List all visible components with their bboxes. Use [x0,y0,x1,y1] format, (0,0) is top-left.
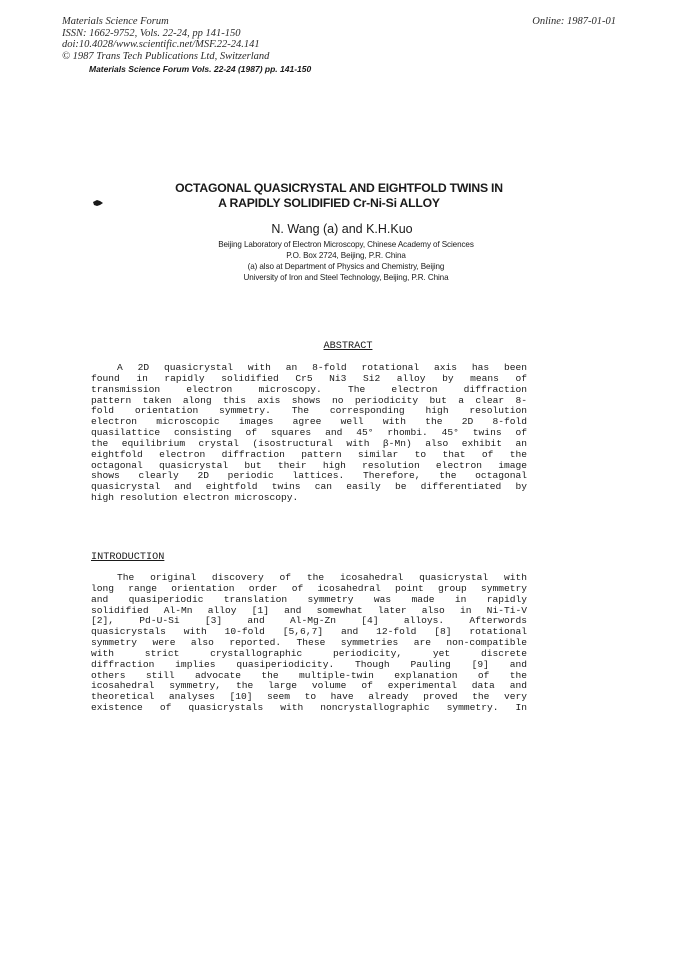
text-line: and quasiperiodic translation symmetry was made in rapidly [91,593,527,605]
text-line: quasicrystals with 10-fold [5,6,7] and 12-fold [8] rotational [91,626,527,638]
introduction-heading: INTRODUCTION [91,552,165,563]
text-line: found in rapidly solidified Cr5 Ni3 Si2 alloy by means of [91,372,527,384]
text-line: pattern taken along this axis shows no periodicity but a clear 8- [91,394,527,406]
text-line: long range orientation order of icosahedral point group symmetry [91,582,527,594]
abstract-body [91,363,527,504]
journal-name: Materials Science Forum [62,16,169,27]
text-line: quasicrystal and eightfold twins can easily be differentiated by [91,481,527,493]
text-line: high resolution electron microscopy. [91,492,299,504]
introduction-body [91,573,527,714]
text-line: the equilibrium crystal (isostructural with β-Mn) also exhibit an [91,437,527,449]
online-date: Online: 1987-01-01 [532,16,616,27]
affiliation-block [0,239,678,283]
journal-volume-line: Materials Science Forum Vols. 22-24 (1987) pp. 141-150 [89,64,312,74]
authors: N. Wang (a) and K.H.Kuo [271,222,413,236]
text-line: electron microscopic images agree well with the 2D 8-fold [91,416,527,428]
text-line: existence of quasicrystals with noncrystallographic symmetry. In [91,702,527,714]
citation-block [62,16,269,62]
text-line: with strict crystallographic periodicity, yet discrete [91,647,527,659]
affiliation-line-1: Beijing Laboratory of Electron Microscopy, Chinese Academy of Sciences [218,240,474,249]
text-line: symmetry were also reported. These symmetries are non-compatible [91,637,527,649]
doi-line: doi:10.4028/www.scientific.net/MSF.22-24.141 [62,39,260,50]
text-line: solidified Al-Mn alloy [1] and somewhat later also in Ni-Ti-V [91,604,527,616]
abstract-heading: ABSTRACT [323,341,373,352]
text-line: diffraction implies quasiperiodicity. Though Pauling [9] and [91,658,527,670]
copyright-line: © 1987 Trans Tech Publications Ltd, Switzerland [62,50,270,62]
issn-line: ISSN: 1662-9752, Vols. 22-24, pp 141-150 [62,27,241,39]
title-line-1: OCTAGONAL QUASICRYSTAL AND EIGHTFOLD TWINS IN [175,181,503,195]
text-line: others still advocate the multiple-twin explanation of the [91,669,527,681]
text-line: A 2D quasicrystal with an 8-fold rotational axis has been [117,362,527,373]
text-line: transmission electron microscopy. The electron diffraction [91,383,527,395]
text-line: fold orientation symmetry. The corresponding high resolution [91,405,527,417]
title-line-2: A RAPIDLY SOLIDIFIED Cr-Ni-Si ALLOY [218,196,440,210]
affiliation-line-2: P.O. Box 2724, Beijing, P.R. China [286,251,406,260]
text-line: The original discovery of the icosahedral quasicrystal with [117,572,527,583]
text-line: quasilattice consisting of squares and 45° rhombi. 45° twins of [91,427,527,439]
text-line: theoretical analyses [10] seem to have already proved the very [91,691,527,703]
text-line: eightfold electron diffraction pattern similar to that of the [91,448,527,460]
text-line: icosahedral symmetry, the large volume of experimental data and [91,680,527,692]
text-line: [2], Pd-U-Si [3] and Al-Mg-Zn [4] alloys. Afterwords [91,615,527,627]
text-line: shows clearly 2D periodic lattices. Therefore, the octagonal [91,470,527,482]
affiliation-line-4: University of Iron and Steel Technology, Beijing, P.R. China [243,273,449,282]
text-line: octagonal quasicrystal but their high resolution electron image [91,459,527,471]
affiliation-line-3: (a) also at Department of Physics and Chemistry, Beijing [247,262,445,271]
footnote-mark-icon [93,199,103,207]
